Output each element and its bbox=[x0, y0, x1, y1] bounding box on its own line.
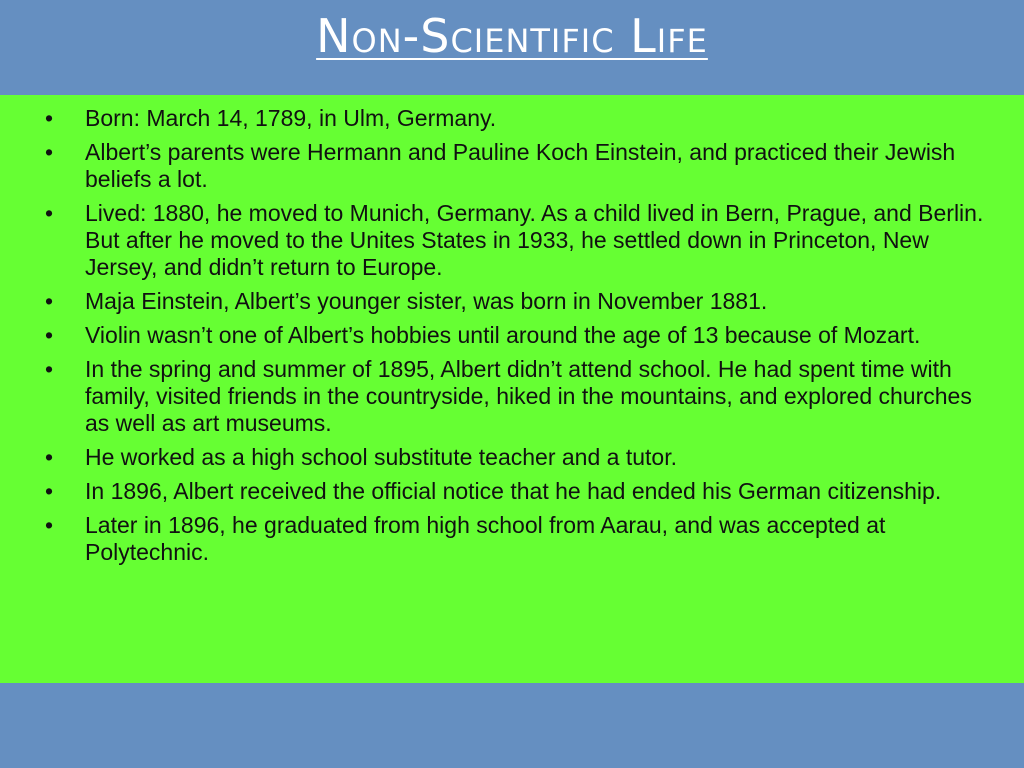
bullet-item bbox=[45, 200, 994, 281]
bullet-dot-icon: • bbox=[45, 288, 54, 314]
bullet-text: In 1896, Albert received the official notice that he had ended his German citizenship. bbox=[85, 478, 942, 504]
bullet-dot-icon: • bbox=[45, 356, 54, 382]
bullet-item bbox=[45, 322, 994, 349]
bullet-dot-icon: • bbox=[45, 200, 54, 226]
bullet-item bbox=[45, 105, 994, 132]
bullet-item bbox=[45, 444, 994, 471]
bullet-list bbox=[0, 95, 1024, 566]
slide-title: Non-Scientific Life bbox=[316, 9, 708, 63]
bullet-text: He worked as a high school substitute teacher and a tutor. bbox=[85, 444, 677, 470]
bullet-item bbox=[45, 139, 994, 193]
bullet-item bbox=[45, 356, 994, 437]
bullet-dot-icon: • bbox=[45, 105, 54, 131]
bullet-item bbox=[45, 288, 994, 315]
bullet-dot-icon: • bbox=[45, 139, 54, 165]
bullet-dot-icon: • bbox=[45, 322, 54, 348]
bullet-text: Lived: 1880, he moved to Munich, Germany. As a child lived in Bern, Prague, and Berlin. But after he moved to the Unites States in 1933, he settled down in Princeton, New Jersey, and didn’t return to Europe. bbox=[85, 200, 984, 280]
bullet-text: Born: March 14, 1789, in Ulm, Germany. bbox=[85, 105, 497, 131]
bullet-item bbox=[45, 512, 994, 566]
bullet-item bbox=[45, 478, 994, 505]
bullet-text: Maja Einstein, Albert’s younger sister, was born in November 1881. bbox=[85, 288, 768, 314]
bullet-text: In the spring and summer of 1895, Albert didn’t attend school. He had spent time with family, visited friends in the countryside, hiked in the mountains, and explored churches as well as art museums. bbox=[85, 356, 972, 436]
bullet-dot-icon: • bbox=[45, 512, 54, 538]
bullet-dot-icon: • bbox=[45, 444, 54, 470]
bullet-text: Violin wasn’t one of Albert’s hobbies until around the age of 13 because of Mozart. bbox=[85, 322, 921, 348]
bullet-dot-icon: • bbox=[45, 478, 54, 504]
bullet-text: Albert’s parents were Hermann and Pauline Koch Einstein, and practiced their Jewish beliefs a lot. bbox=[85, 139, 956, 192]
content-panel bbox=[0, 95, 1024, 683]
bullet-text: Later in 1896, he graduated from high school from Aarau, and was accepted at Polytechnic. bbox=[85, 512, 886, 565]
